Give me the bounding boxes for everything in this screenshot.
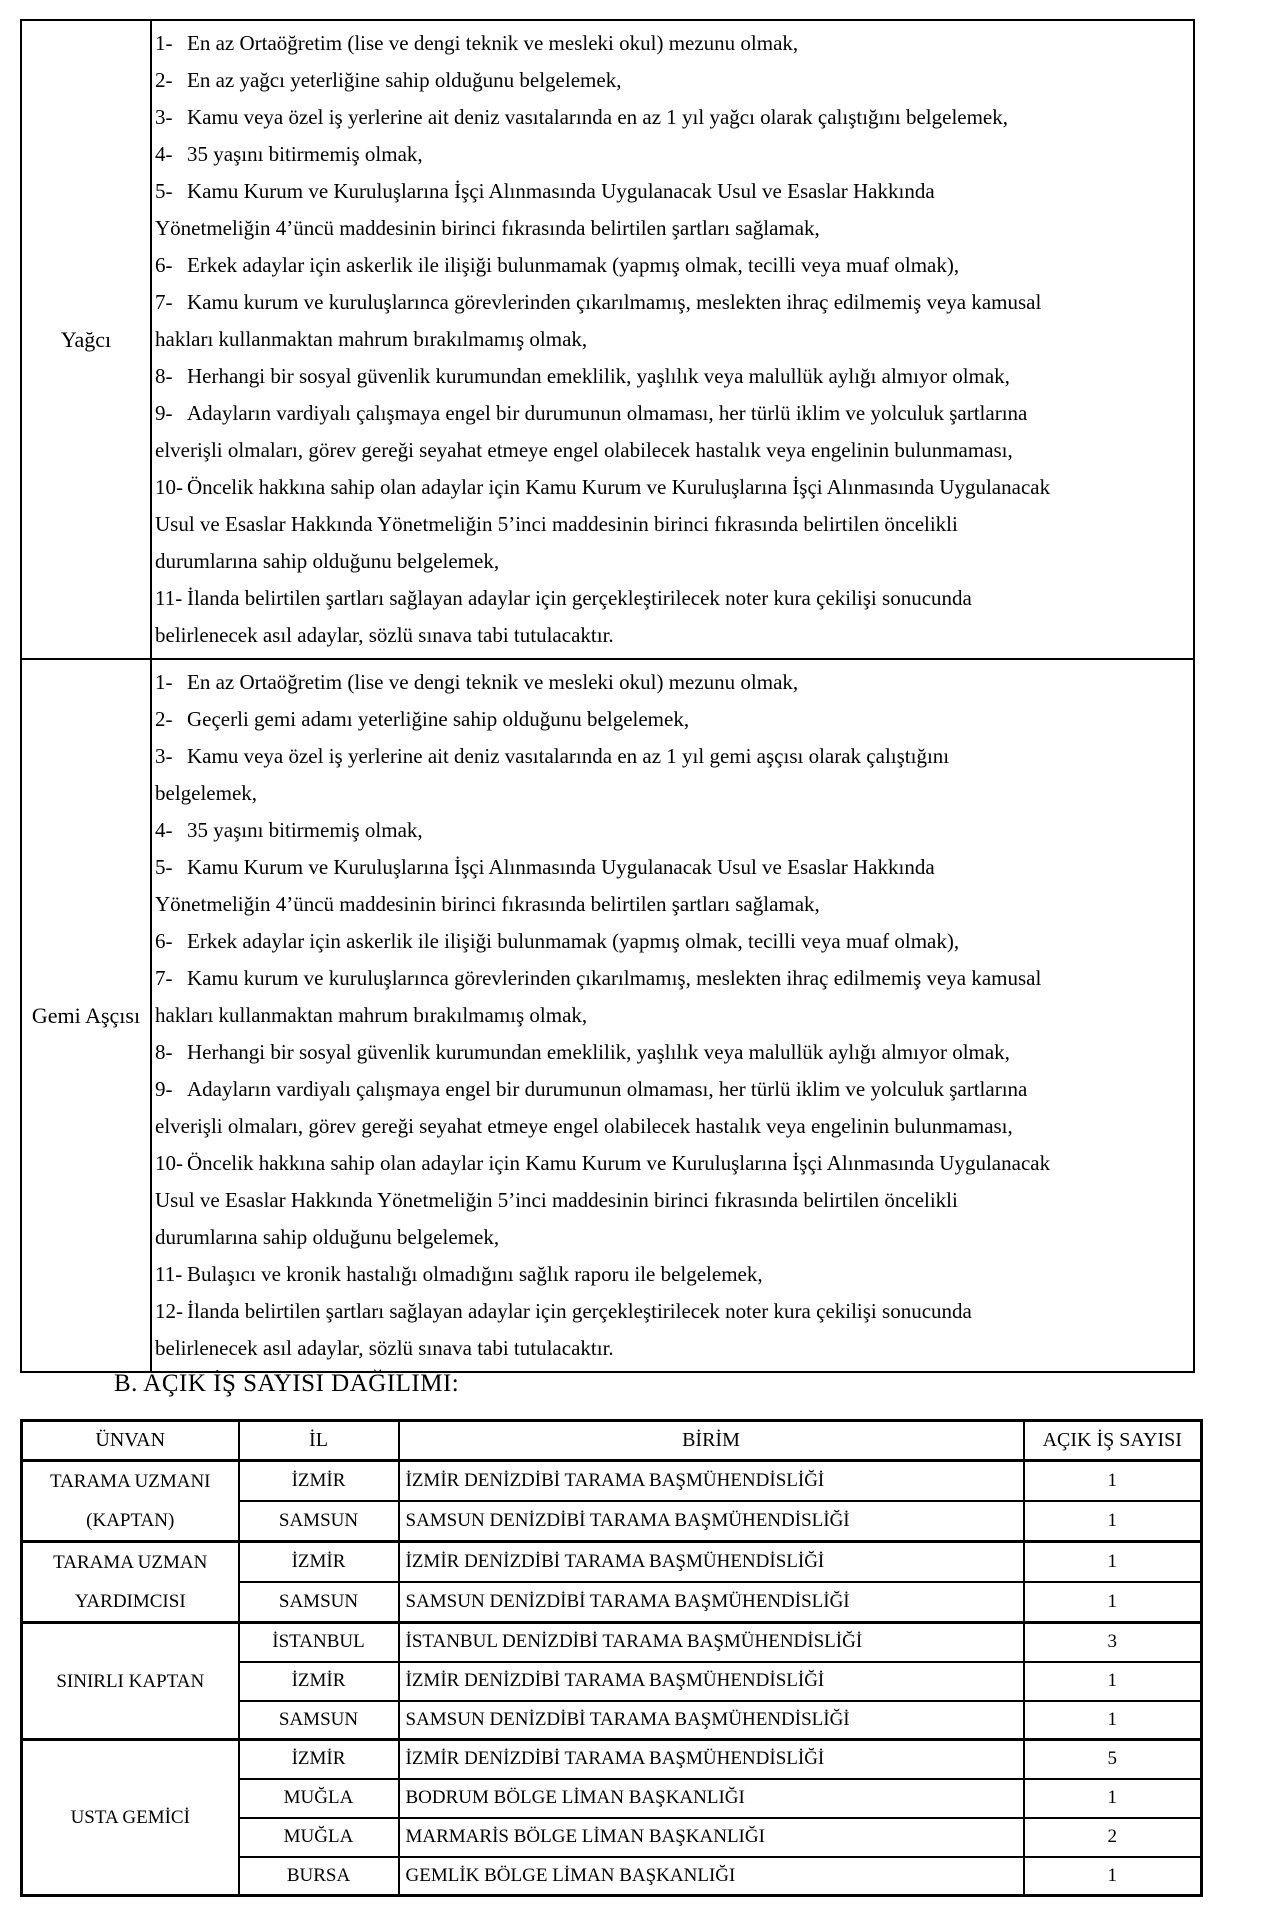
requirement-line: 7- Kamu kurum ve kuruluşlarınca görevlerinden çıkarılmamış, meslekten ihraç edilmemiş veya kamusal — [155, 966, 1042, 990]
requirement-line: 9- Adayların vardiyalı çalışmaya engel bir durumunun olmaması, her türlü iklim ve yolculuk şartlarına — [155, 1077, 1028, 1101]
table-row — [22, 1461, 1202, 1502]
birim-cell: SAMSUN DENİZDİBİ TARAMA BAŞMÜHENDİSLİĞİ — [399, 1501, 1024, 1542]
requirement-line: 8- Herhangi bir sosyal güvenlik kurumundan emeklilik, yaşlılık veya malullük aylığı almıyor olmak, — [155, 364, 1010, 388]
birim-cell: İSTANBUL DENİZDİBİ TARAMA BAŞMÜHENDİSLİĞİ — [399, 1623, 1024, 1662]
requirements-table — [20, 19, 1195, 1373]
requirement-line: 11- Bulaşıcı ve kronik hastalığı olmadığını sağlık raporu ile belgelemek, — [155, 1262, 763, 1286]
distribution-table — [20, 1419, 1203, 1897]
sayi-cell: 1 — [1024, 1662, 1202, 1701]
col-header-birim: BİRİM — [399, 1421, 1024, 1461]
requirement-line: 5- Kamu Kurum ve Kuruluşlarına İşçi Alınmasında Uygulanacak Usul ve Esaslar Hakkında — [155, 179, 935, 203]
sayi-cell: 1 — [1024, 1701, 1202, 1740]
birim-cell: İZMİR DENİZDİBİ TARAMA BAŞMÜHENDİSLİĞİ — [399, 1461, 1024, 1502]
il-cell: İSTANBUL — [239, 1623, 399, 1662]
unvan-cell — [22, 1740, 239, 1896]
col-header-acik-is-sayisi: AÇIK İŞ SAYISI — [1024, 1421, 1202, 1461]
il-cell: İZMİR — [239, 1740, 399, 1779]
il-cell: İZMİR — [239, 1662, 399, 1701]
requirement-line: 4- 35 yaşını bitirmemiş olmak, — [155, 142, 423, 166]
requirements-row-yagci — [22, 21, 1193, 658]
requirement-line: elverişli olmaları, görev gereği seyahat etmeye engel olabilecek hastalık veya engelinin bulunmaması, — [155, 438, 1013, 462]
unvan-line: TARAMA UZMAN — [53, 1552, 208, 1573]
requirement-line: belirlenecek asıl adaylar, sözlü sınava tabi tutulacaktır. — [155, 1336, 614, 1360]
sayi-cell: 1 — [1024, 1461, 1202, 1502]
job-title-yagci: Yağcı — [60, 326, 112, 352]
sayi-cell: 1 — [1024, 1542, 1202, 1583]
birim-cell: SAMSUN DENİZDİBİ TARAMA BAŞMÜHENDİSLİĞİ — [399, 1701, 1024, 1740]
col-header-il: İL — [239, 1421, 399, 1461]
unvan-line: USTA GEMİCİ — [70, 1807, 190, 1828]
requirement-line: 10- Öncelik hakkına sahip olan adaylar için Kamu Kurum ve Kuruluşlarına İşçi Alınmasında Uygulanacak — [155, 1151, 1051, 1175]
birim-cell: İZMİR DENİZDİBİ TARAMA BAŞMÜHENDİSLİĞİ — [399, 1740, 1024, 1779]
requirement-line: 6- Erkek adaylar için askerlik ile ilişiği bulunmamak (yapmış olmak, tecilli veya muaf olmak), — [155, 253, 960, 277]
distribution-header-row — [22, 1421, 1202, 1461]
requirement-line: Usul ve Esaslar Hakkında Yönetmeliğin 5’inci maddesinin birinci fıkrasında belirtilen öncelikli — [155, 512, 958, 536]
requirement-line: belgelemek, — [155, 781, 258, 805]
requirement-line: Yönetmeliğin 4’üncü maddesinin birinci fıkrasında belirtilen şartları sağlamak, — [155, 892, 820, 916]
requirement-line: 1- En az Ortaöğretim (lise ve dengi teknik ve mesleki okul) mezunu olmak, — [155, 31, 799, 55]
birim-cell: GEMLİK BÖLGE LİMAN BAŞKANLIĞI — [399, 1857, 1024, 1896]
unvan-cell — [22, 1542, 239, 1623]
il-cell: İZMİR — [239, 1542, 399, 1583]
requirement-line: 3- Kamu veya özel iş yerlerine ait deniz vasıtalarında en az 1 yıl yağcı olarak çalıştığını belgelemek, — [155, 105, 1008, 129]
birim-cell: BODRUM BÖLGE LİMAN BAŞKANLIĞI — [399, 1779, 1024, 1818]
unvan-line: TARAMA UZMANI — [49, 1471, 211, 1492]
il-cell: SAMSUN — [239, 1501, 399, 1542]
requirements-row-gemi-ascisi — [22, 658, 1193, 1371]
il-cell: BURSA — [239, 1857, 399, 1896]
requirement-line: hakları kullanmaktan mahrum bırakılmamış olmak, — [155, 327, 588, 351]
unvan-line: YARDIMCISI — [74, 1591, 186, 1612]
il-cell: MUĞLA — [239, 1779, 399, 1818]
unvan-line: (KAPTAN) — [86, 1510, 175, 1531]
sayi-cell: 1 — [1024, 1501, 1202, 1542]
requirements-list-gemi-ascisi — [152, 660, 1193, 1371]
requirement-line: belirlenecek asıl adaylar, sözlü sınava tabi tutulacaktır. — [155, 623, 614, 647]
job-title-gemi-ascisi: Gemi Aşçısı — [31, 1002, 141, 1028]
table-row — [22, 1623, 1202, 1662]
birim-cell: MARMARİS BÖLGE LİMAN BAŞKANLIĞI — [399, 1818, 1024, 1857]
requirement-line: hakları kullanmaktan mahrum bırakılmamış olmak, — [155, 1003, 588, 1027]
il-cell: İZMİR — [239, 1461, 399, 1502]
requirement-line: 2- Geçerli gemi adamı yeterliğine sahip olduğunu belgelemek, — [155, 707, 690, 731]
job-title-cell-gemi-ascisi — [22, 660, 152, 1371]
unvan-cell — [22, 1623, 239, 1740]
col-header-unvan: ÜNVAN — [22, 1421, 239, 1461]
requirement-line: 3- Kamu veya özel iş yerlerine ait deniz vasıtalarında en az 1 yıl gemi aşçısı olarak çalıştığını — [155, 744, 950, 768]
requirement-line: 2- En az yağcı yeterliğine sahip olduğunu belgelemek, — [155, 68, 622, 92]
requirement-line: 5- Kamu Kurum ve Kuruluşlarına İşçi Alınmasında Uygulanacak Usul ve Esaslar Hakkında — [155, 855, 935, 879]
requirement-line: durumlarına sahip olduğunu belgelemek, — [155, 1225, 500, 1249]
sayi-cell: 2 — [1024, 1818, 1202, 1857]
sayi-cell: 1 — [1024, 1779, 1202, 1818]
section-heading: B. AÇIK İŞ SAYISI DAĞILIMI: — [114, 1370, 460, 1397]
table-row — [22, 1542, 1202, 1583]
il-cell: SAMSUN — [239, 1582, 399, 1623]
birim-cell: İZMİR DENİZDİBİ TARAMA BAŞMÜHENDİSLİĞİ — [399, 1662, 1024, 1701]
requirement-line: 1- En az Ortaöğretim (lise ve dengi teknik ve mesleki okul) mezunu olmak, — [155, 670, 799, 694]
sayi-cell: 5 — [1024, 1740, 1202, 1779]
job-title-cell-yagci — [22, 21, 152, 658]
sayi-cell: 1 — [1024, 1857, 1202, 1896]
requirement-line: 6- Erkek adaylar için askerlik ile ilişiği bulunmamak (yapmış olmak, tecilli veya muaf olmak), — [155, 929, 960, 953]
requirement-line: elverişli olmaları, görev gereği seyahat etmeye engel olabilecek hastalık veya engelinin bulunmaması, — [155, 1114, 1013, 1138]
requirements-list-yagci — [152, 21, 1193, 658]
requirement-line: 10- Öncelik hakkına sahip olan adaylar için Kamu Kurum ve Kuruluşlarına İşçi Alınmasında Uygulanacak — [155, 475, 1051, 499]
requirement-line: Usul ve Esaslar Hakkında Yönetmeliğin 5’inci maddesinin birinci fıkrasında belirtilen öncelikli — [155, 1188, 958, 1212]
requirement-line: 11- İlanda belirtilen şartları sağlayan adaylar için gerçekleştirilecek noter kura çekilişi sonucunda — [155, 586, 972, 610]
requirement-line: 8- Herhangi bir sosyal güvenlik kurumundan emeklilik, yaşlılık veya malullük aylığı almıyor olmak, — [155, 1040, 1010, 1064]
requirement-line: 9- Adayların vardiyalı çalışmaya engel bir durumunun olmaması, her türlü iklim ve yolculuk şartlarına — [155, 401, 1028, 425]
requirement-line: 7- Kamu kurum ve kuruluşlarınca görevlerinden çıkarılmamış, meslekten ihraç edilmemiş veya kamusal — [155, 290, 1042, 314]
requirement-line: durumlarına sahip olduğunu belgelemek, — [155, 549, 500, 573]
unvan-line: SINIRLI KAPTAN — [56, 1670, 205, 1692]
il-cell: SAMSUN — [239, 1701, 399, 1740]
table-row — [22, 1740, 1202, 1779]
requirement-line: Yönetmeliğin 4’üncü maddesinin birinci fıkrasında belirtilen şartları sağlamak, — [155, 216, 820, 240]
il-cell: MUĞLA — [239, 1818, 399, 1857]
requirement-line: 12- İlanda belirtilen şartları sağlayan adaylar için gerçekleştirilecek noter kura çekilişi sonucunda — [155, 1299, 972, 1323]
sayi-cell: 1 — [1024, 1582, 1202, 1623]
birim-cell: İZMİR DENİZDİBİ TARAMA BAŞMÜHENDİSLİĞİ — [399, 1542, 1024, 1583]
requirement-line: 4- 35 yaşını bitirmemiş olmak, — [155, 818, 423, 842]
sayi-cell: 3 — [1024, 1623, 1202, 1662]
unvan-cell — [22, 1461, 239, 1542]
birim-cell: SAMSUN DENİZDİBİ TARAMA BAŞMÜHENDİSLİĞİ — [399, 1582, 1024, 1623]
